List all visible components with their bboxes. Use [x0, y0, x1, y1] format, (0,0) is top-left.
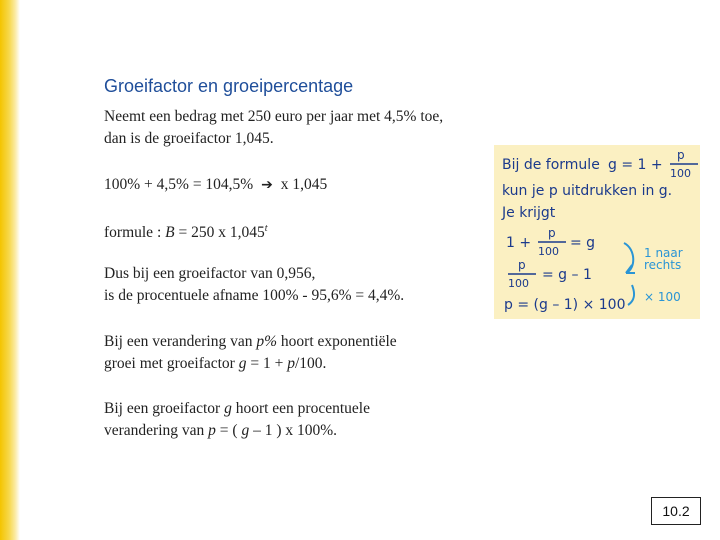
hand-eq1-left: 1 + — [506, 235, 532, 251]
right-arrow-icon: ➔ — [261, 177, 273, 193]
text-segment: groei met groeifactor — [104, 355, 239, 372]
hand-eq2-num: p — [518, 258, 526, 272]
text-line — [104, 420, 370, 442]
variable-g: g — [241, 422, 250, 439]
text-line: is de procentuele afname 100% - 95,6% = 4,4%. — [104, 287, 405, 304]
formula-body: = 250 x 1,045 — [174, 224, 265, 242]
hand-eq1-num: p — [548, 226, 556, 240]
hand-note1-a: 1 naar — [644, 246, 683, 260]
formula-exponent: t — [264, 223, 268, 234]
paragraph-rule-percent-to-factor — [104, 331, 397, 375]
text-segment: – 1 ) x 100%. — [249, 422, 338, 439]
formula-label: formule : — [104, 224, 166, 242]
hand-eq1-den: 100 — [538, 245, 559, 258]
hand-eq2-den: 100 — [508, 277, 529, 290]
variable-p: p — [287, 355, 295, 372]
text-segment: /100. — [294, 355, 327, 372]
page-number-badge: 10.2 — [651, 497, 701, 525]
text-segment: = 1 + — [246, 355, 288, 372]
variable-g: g — [224, 400, 232, 417]
text-segment: verandering van — [104, 422, 209, 439]
hand-line2: kun je p uitdrukken in g. — [502, 183, 673, 199]
paragraph-growth-example — [104, 106, 443, 150]
text-segment: Bij een groeifactor — [104, 400, 225, 417]
text-line — [104, 353, 397, 375]
hand-note1-b: rechts — [644, 258, 682, 272]
text-line: Neemt een bedrag met 250 euro per jaar met 4,5% toe, — [104, 108, 444, 125]
hand-line1-text: Bij de formule — [502, 157, 600, 173]
handwritten-note-svg — [494, 145, 700, 319]
yellow-side-bar — [0, 0, 20, 540]
paragraph-formula — [104, 218, 268, 244]
page-title: Groeifactor en groeipercentage — [104, 76, 354, 96]
hand-line1-formula: g = 1 + — [608, 157, 663, 173]
hand-note2: × 100 — [644, 290, 681, 304]
formula-variable: B — [165, 224, 175, 242]
percentage-sum: 100% + 4,5% = 104,5% — [104, 176, 254, 193]
hand-eq1-right: = g — [570, 235, 596, 251]
paragraph-percentage-calc — [104, 174, 327, 196]
variable-p-percent: p% — [256, 333, 278, 350]
paragraph-rule-factor-to-percent — [104, 398, 370, 442]
handwritten-note-box — [494, 145, 700, 319]
hand-eq3: p = (g – 1) × 100 — [504, 297, 626, 313]
text-line: dan is de groeifactor 1,045. — [104, 130, 274, 147]
hand-eq2-right: = g – 1 — [542, 267, 592, 283]
text-segment: = ( — [215, 422, 242, 439]
text-line — [104, 331, 397, 353]
variable-g: g — [238, 355, 247, 372]
hand-frac-den: 100 — [670, 167, 691, 180]
text-line: Dus bij een groeifactor van 0,956, — [104, 265, 316, 282]
hand-line3: Je krijgt — [502, 205, 556, 221]
curved-arrow-icon — [628, 285, 634, 305]
hand-frac-num: p — [677, 148, 685, 162]
text-segment: Bij een verandering van — [104, 333, 257, 350]
text-segment: hoort exponentiële — [277, 333, 397, 350]
variable-p: p — [208, 422, 216, 439]
text-line — [104, 398, 370, 420]
growth-factor-text: x 1,045 — [280, 176, 328, 193]
text-segment: hoort een procentuele — [231, 400, 370, 417]
paragraph-decrease-example — [104, 263, 404, 307]
